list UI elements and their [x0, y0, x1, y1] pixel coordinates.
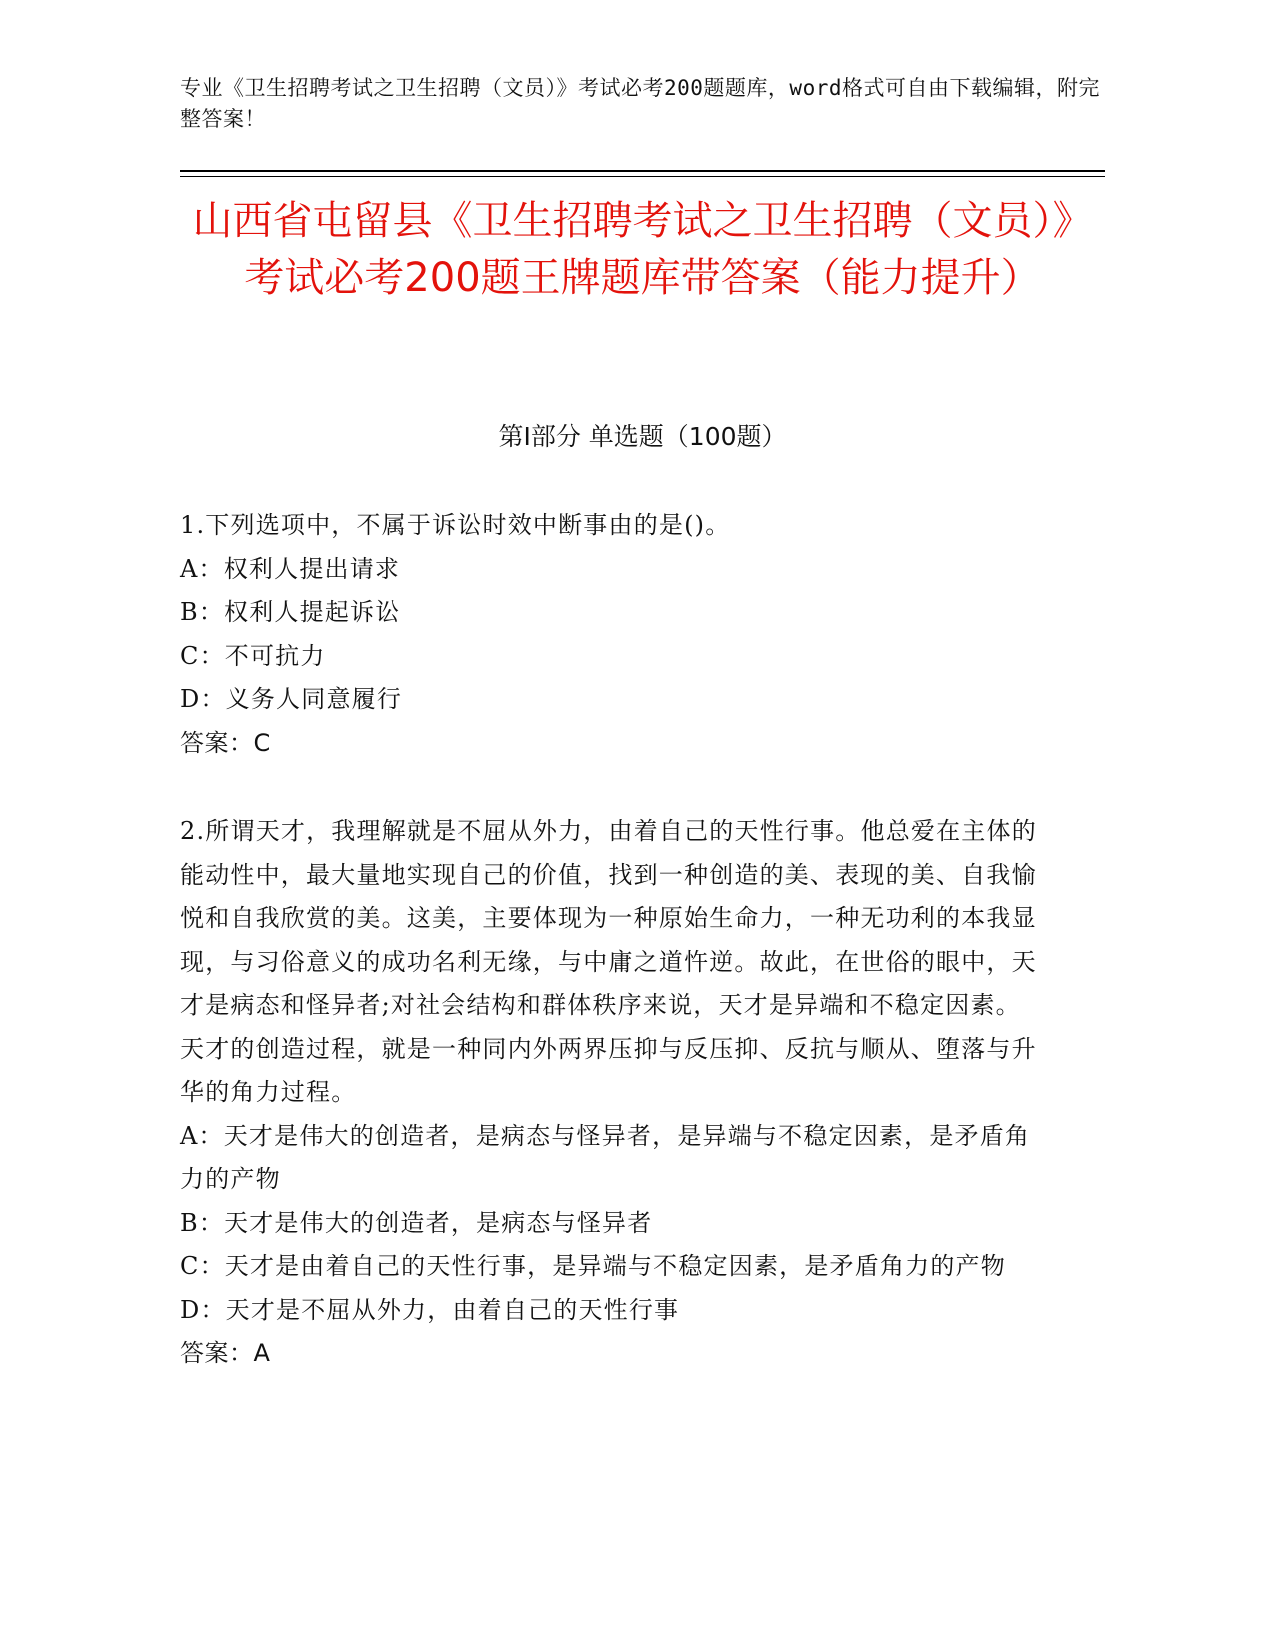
option-d: D：义务人同意履行: [180, 685, 403, 713]
header-divider-thick: [180, 170, 1105, 172]
question-1: [180, 504, 1040, 765]
section-heading: 第I部分 单选题（100题）: [498, 422, 787, 451]
option-d: D：天才是不屈从外力，由着自己的天性行事: [180, 1295, 680, 1324]
answer: 答案：C: [180, 728, 271, 757]
header-note: 专业《卫生招聘考试之卫生招聘（文员）》考试必考200题题库，word格式可自由下载编辑，附完整答案！: [180, 76, 1100, 131]
option-b: B：天才是伟大的创造者，是病态与怪异者: [180, 1208, 653, 1237]
question-stem: 2.所谓天才，我理解就是不屈从外力，由着自己的天性行事。他总爱在主体的能动性中，最大量地实现自己的价值，找到一种创造的美、表现的美、自我愉悦和自我欣赏的美。这美，主要体现为一种原始生命力，一种无功利的本我显现，与习俗意义的成功名利无缘，与中庸之道忤逆。故此，在世俗的眼中，天才是病态和怪异者;对社会结构和群体秩序来说，天才是异端和不稳定因素。天才的创造过程，就是一种同内外两界压抑与反压抑、反抗与顺从、堕落与升华的角力过程。: [180, 817, 1037, 1106]
question-2: [180, 810, 1040, 1376]
option-c: C：天才是由着自己的天性行事，是异端与不稳定因素，是矛盾角力的产物: [180, 1252, 1006, 1280]
answer: 答案：A: [180, 1339, 271, 1367]
option-b: B：权利人提起诉讼: [180, 598, 401, 626]
option-c: C：不可抗力: [180, 641, 326, 670]
option-a: A：天才是伟大的创造者，是病态与怪异者，是异端与不稳定因素，是矛盾角力的产物: [180, 1121, 1031, 1193]
question-stem: 1.下列选项中，不属于诉讼时效中断事由的是()。: [180, 511, 731, 539]
header-divider-thin: [180, 176, 1105, 177]
document-title: 山西省屯留县《卫生招聘考试之卫生招聘（文员）》考试必考200题王牌题库带答案（能力提升）: [192, 198, 1093, 301]
option-a: A：权利人提出请求: [180, 554, 401, 583]
